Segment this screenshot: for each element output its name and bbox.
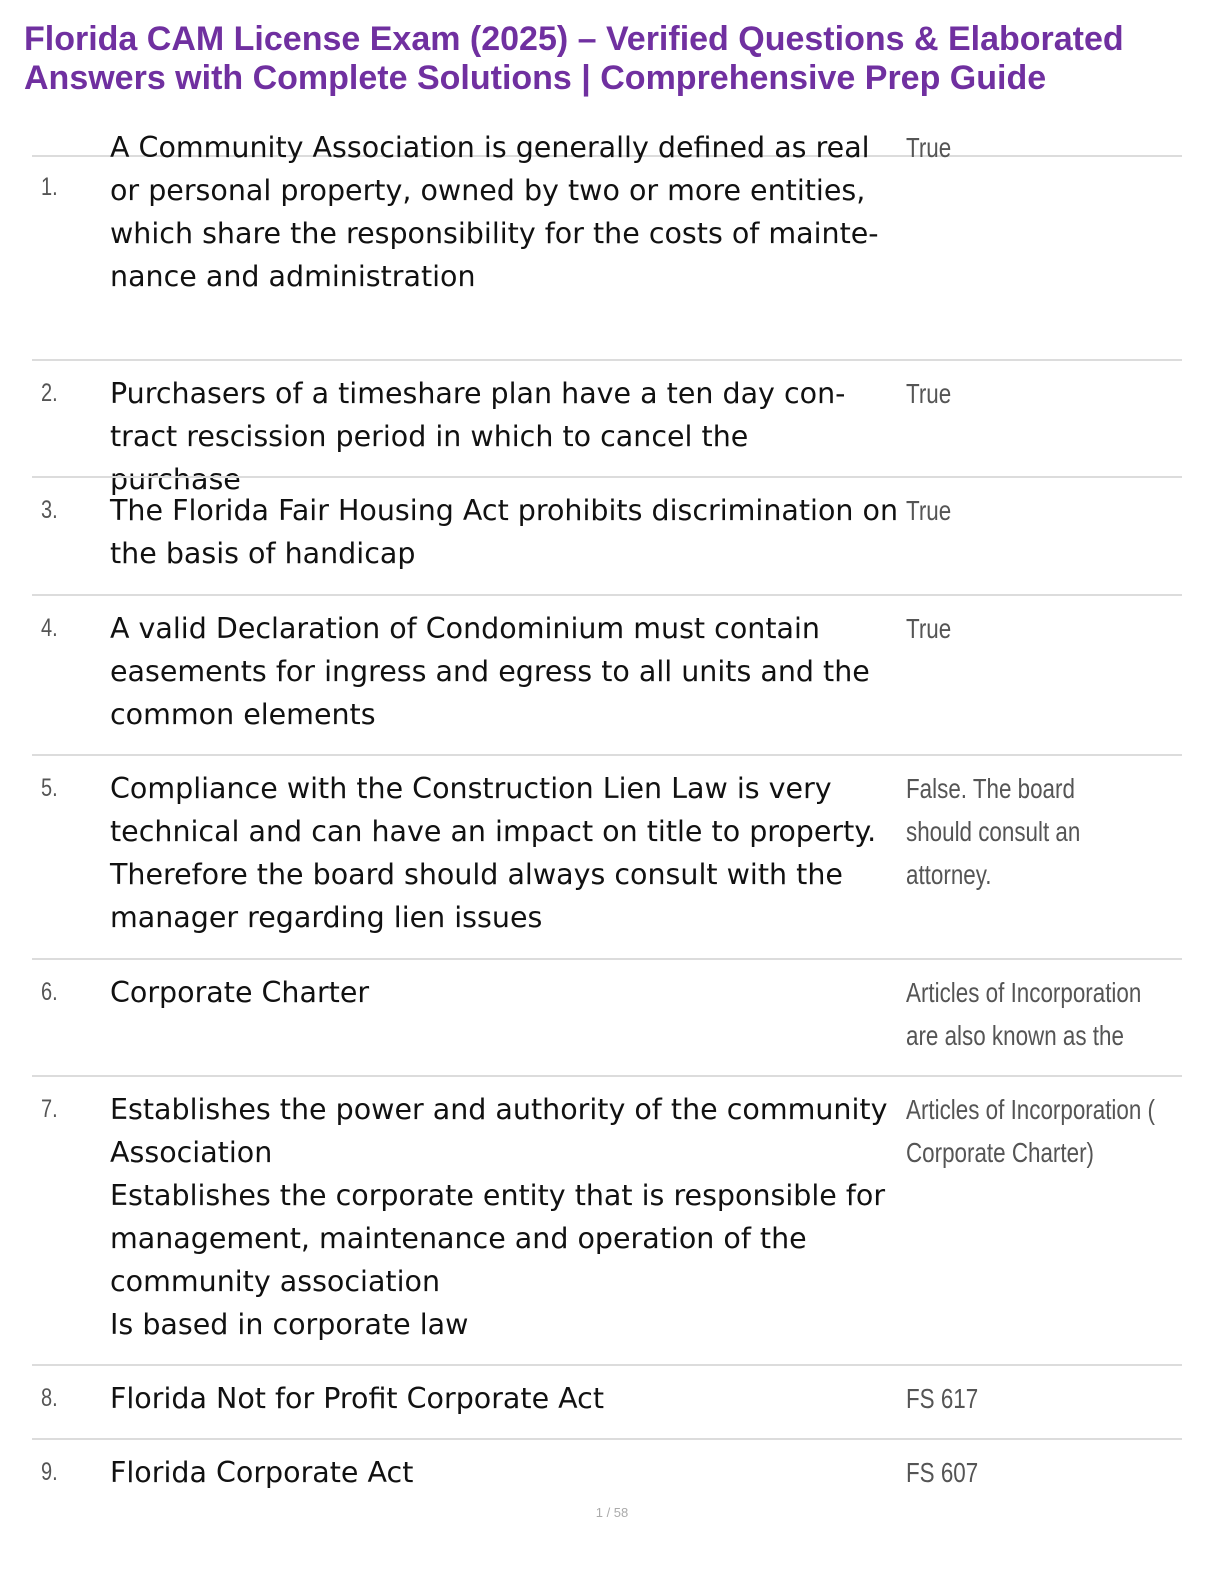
question-number: 4.: [41, 614, 58, 642]
row-divider: [32, 1364, 1182, 1366]
question-text: Purchasers of a timeshare plan have a ten day con-tract rescission period in which to cancel the purchase: [110, 377, 846, 496]
question-number: 5.: [41, 774, 58, 802]
question-number: 6.: [41, 978, 58, 1006]
question-text: A valid Declaration of Condominium must contain easements for ingress and egress to all units and the common elements: [110, 612, 870, 731]
row-divider: [32, 958, 1182, 960]
answer-text: True: [906, 495, 952, 526]
row-divider: [32, 594, 1182, 596]
row-divider: [32, 1438, 1182, 1440]
question-text: A Community Association is generally defined as real or personal property, owned by two or more entities, which share the responsibility for the costs of mainte-nance and administration: [110, 131, 879, 293]
answer-text: False. The board should consult an attorney.: [906, 773, 1081, 890]
page-number: 1 / 58: [595, 1505, 629, 1520]
question-text: The Florida Fair Housing Act prohibits discrimination on the basis of handicap: [110, 494, 899, 570]
answer-text: Articles of Incorporation are also known as the: [906, 977, 1142, 1051]
question-text: Corporate Charter: [110, 976, 370, 1009]
row-divider: [32, 359, 1182, 361]
question-number: 8.: [41, 1384, 58, 1412]
question-number: 7.: [41, 1095, 58, 1123]
question-text: Establishes the power and authority of the community Association Establishes the corporate entity that is responsible for management, maintenance and operation of the community association Is based in corporate law: [110, 1093, 888, 1341]
row-divider: [32, 754, 1182, 756]
question-number: 9.: [41, 1458, 58, 1486]
answer-text: FS 607: [906, 1457, 979, 1488]
question-number: 3.: [41, 496, 58, 524]
answer-text: True: [906, 378, 952, 409]
answer-text: True: [906, 613, 952, 644]
answer-text: True: [906, 132, 952, 163]
question-text: Florida Corporate Act: [110, 1456, 414, 1489]
answer-text: FS 617: [906, 1383, 979, 1414]
row-divider: [32, 1075, 1182, 1077]
document-title: Florida CAM License Exam (2025) – Verified Questions & Elaborated Answers with Complete Solutions | Comprehensive Prep Guide: [24, 20, 1124, 97]
question-text: Florida Not for Profit Corporate Act: [110, 1382, 605, 1415]
question-number: 2.: [41, 379, 58, 407]
question-text: Compliance with the Construction Lien Law is very technical and can have an impact on title to property. Therefore the board should always consult with the manager regarding lien issues: [110, 772, 877, 934]
answer-text: Articles of Incorporation ( Corporate Charter): [906, 1094, 1155, 1168]
row-divider: [32, 476, 1182, 478]
question-number: 1.: [41, 173, 58, 201]
